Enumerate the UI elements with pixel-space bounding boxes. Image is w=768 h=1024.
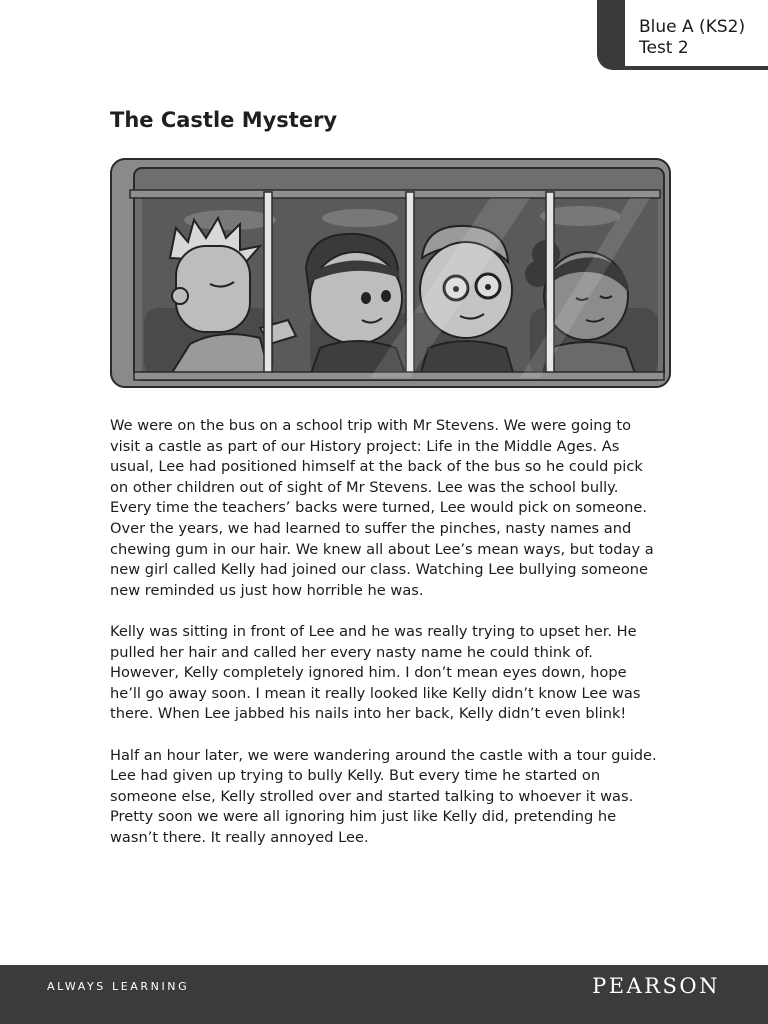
children-on-bus-illustration	[110, 158, 671, 388]
level-label: Blue A (KS2)	[639, 17, 746, 37]
footer-bar	[0, 965, 768, 1024]
footer-tagline: ALWAYS LEARNING	[47, 980, 190, 993]
header-tab	[625, 0, 768, 68]
story-paragraph-3: Half an hour later, we were wandering around the castle with a tour guide. Lee had given up trying to bully Kelly. But every time he started on someone else, Kelly strolled over and started talking to whoever it was. Pretty soon we were all ignoring him just like Kelly did, pretending he wasn’t there. It really annoyed Lee.	[110, 746, 657, 846]
page-title: The Castle Mystery	[110, 108, 338, 132]
story-paragraph-2: Kelly was sitting in front of Lee and he was really trying to upset her. He pulled her hair and called her every nasty name he could think of. However, Kelly completely ignored him. I don’t mean eyes down, hope he’ll go away soon. I mean it really looked like Kelly didn’t know Lee was there. When Lee jabbed his nails into her back, Kelly didn’t even blink!	[110, 622, 641, 723]
test-label: Test 2	[639, 38, 689, 58]
pearson-logo: PEARSON	[592, 974, 720, 998]
story-text	[110, 416, 658, 869]
story-paragraph-1: We were on the bus on a school trip with Mr Stevens. We were going to visit a castle as part of our History project: Life in the Middle Ages. As usual, Lee had positioned himself at the back of the bus so he could pick on other children out of sight of Mr Stevens. Lee was the school bully. Every time the teachers’ backs were turned, Lee would pick on someone. Over the years, we had learned to suffer the pinches, nasty names and chewing gum in our hair. We knew all about Lee’s mean ways, but today a new girl called Kelly had joined our class. Watching Lee bullying someone new reminded us just how horrible he was.	[110, 417, 654, 599]
